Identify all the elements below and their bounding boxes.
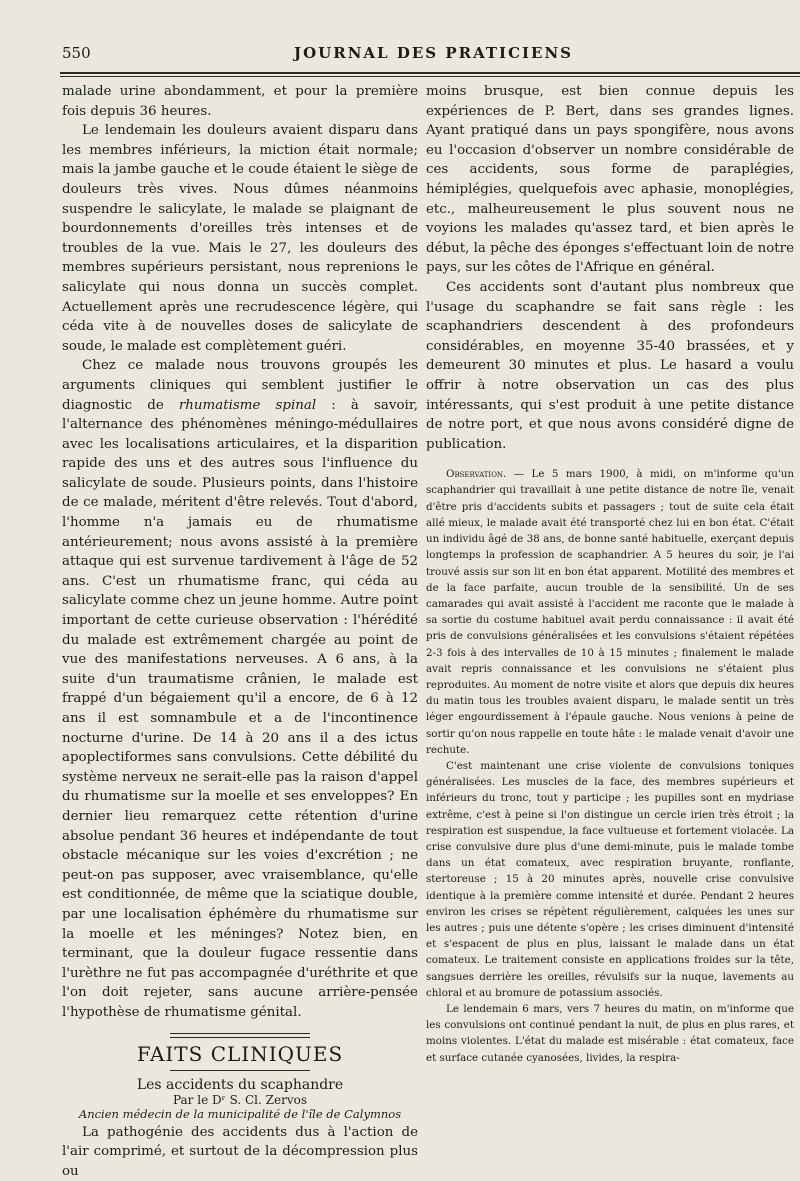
p3-italic-term: rhumatisme spinal [179, 398, 316, 413]
article-title: Les accidents du scaphandre [62, 1077, 418, 1093]
article-author: Par le Dʳ S. Cl. Zervos [62, 1093, 418, 1107]
left-paragraph-1: malade urine abondamment, et pour la première fois depuis 36 heures. [62, 82, 418, 121]
right-paragraph-2: Ces accidents sont d'autant plus nombreux que l'usage du scaphandre se fait sans règle : les scaphandriers descendent à des profondeurs considérables, en moyenne 35-40 brassées, et y demeurent 30 minutes et plus. Le hasard a voulu offrir à notre observation un cas des plus intéressants, qui s'est produit à une petite distance de notre port, et que nous avons considéré digne de publication. [426, 278, 794, 454]
left-paragraph-3 [62, 356, 418, 1022]
right-paragraph-1: moins brusque, est bien connue depuis les expériences de P. Bert, dans ses grandes lignes. Ayant pratiqué dans un pays spongifère, nous avons eu l'occasion d'observer un nombre considérable de ces accidents, sous forme de paraplégies, hémiplégies, quelquefois avec aphasie, monoplégies, etc., malheureusement le plus souvent nous ne voyions les malades qu'assez tard, et bien après le début, la pêche des éponges s'effectuant loin de notre pays, sur les côtes de l'Afrique en général. [426, 82, 794, 278]
header-rule [60, 72, 800, 74]
section-rule-top [170, 1033, 310, 1038]
p3-text-after: : à savoir, l'alternance des phénomènes méningo-médullaires avec les localisations articulaires, et la disparition rapide des uns et des autres sous l'influence du salicylate de soude. Plusieurs points, dans l'histoire de ce malade, méritent d'être relevés. Tout d'abord, l'homme n'a jamais eu de rhumatisme antérieurement; nous avons assisté à la première attaque qui est survenue tardivement à l'âge de 52 ans. C'est un rhumatisme franc, qui céda au salicylate comme chez un jeune homme. Autre point important de cette curieuse observation : l'hérédité du malade est extrêmement chargée au point de vue des manifestations nerveuses. A 6 ans, à la suite d'un traumatisme crânien, le malade est frappé d'un bégaiement qu'il a encore, de 6 à 12 ans il est somnambule et a de l'incontinence nocturne d'urine. De 14 à 20 ans il a des ictus apoplectiformes sans convulsions. Cette débilité du système nerveux ne serait-elle pas la raison d'appel du rhumatisme sur la moelle et ses enveloppes? En dernier lieu remarquez cette rétention d'urine absolue pendant 36 heures et indépendante de tout obstacle mécanique sur les voies d'excrétion ; ne peut-on pas supposer, avec vraisemblance, qu'elle est conditionnée, de même que la sciatique double, par une localisation éphémère du rhumatisme sur la moelle et les méninges? Notez bien, en terminant, que la douleur fugace ressentie dans l'urèthre ne fut pas accompagnée d'uréthrite et que l'on doit rejeter, sans aucune arrière-pensée l'hypothèse de rhumatisme génital. [62, 398, 418, 1020]
section-heading [62, 1033, 418, 1071]
section-rule-bottom [170, 1070, 310, 1071]
section-title: FAITS CLINIQUES [62, 1042, 418, 1066]
observation-label: Observation. [446, 468, 506, 480]
p3-text-before: Chez ce malade nous trouvons groupés les arguments cliniques qui semblent justifier le diagnostic de [62, 358, 418, 412]
page-number: 550 [62, 44, 91, 62]
page-header [62, 42, 788, 68]
observation-block [426, 466, 794, 1066]
left-paragraph-2: Le lendemain les douleurs avaient disparu dans les membres inférieurs, la miction était normale; mais la jambe gauche et le coude étaient le siège de douleurs très vives. Nous dûmes néanmoins suspendre le salicylate, le malade se plaignant de bourdonnements d'oreilles très intenses et de troubles de la vue. Mais le 27, les douleurs des membres supérieurs persistant, nous reprenions le salicylate qui nous donna un succès complet. Actuellement après une recrudescence légère, qui céda vite à de nouvelles doses de salicylate de soude, le malade est complètement guéri. [62, 121, 418, 356]
observation-paragraph-3: Le lendemain 6 mars, vers 7 heures du matin, on m'informe que les convulsions ont continué pendant la nuit, de plus en plus rares, et moins violentes. L'état du malade est misérable : état comateux, face et surface cutanée cyanosées, livides, la respira- [426, 1001, 794, 1066]
left-column [62, 82, 418, 1181]
right-column [426, 82, 794, 1066]
author-affiliation: Ancien médecin de la municipalité de l'île de Calymnos [62, 1107, 418, 1121]
right-body [426, 82, 794, 454]
observation-paragraph-1 [426, 466, 794, 758]
observation-text-1: — Le 5 mars 1900, à midi, on m'informe qu'un scaphandrier qui travaillait à une petite distance de notre île, venait d'être pris d'accidents subits et passagers ; tout de suite cela était allé mieux, le malade avait été transporté chez lui en bon état. C'était un individu âgé de 38 ans, de bonne santé habituelle, exerçant depuis longtemps la profession de scaphandrier. A 5 heures du soir, je l'ai trouvé assis sur son lit en bon état apparent. Motilité des membres et de la face parfaite, aucun trouble de la sensibilité. Un de ses camarades qui avait assisté à l'accident me raconte que le malade à sa sortie du costume habituel avait perdu connaissance : il avait été pris de convulsions généralisées et les convulsions s'étaient répétées 2-3 fois à des intervalles de 10 à 15 minutes ; finalement le malade avait repris connaissance et les convulsions ne s'étaient plus reproduites. Au moment de notre visite et alors que depuis dix heures du matin tous les troubles avaient disparu, le malade sentit un très léger engourdissement à l'épaule gauche. Nous venions à peine de sortir qu'on nous rappelle en toute hâte : le malade venait d'avoir une rechute. [426, 468, 794, 755]
observation-paragraph-2: C'est maintenant une crise violente de convulsions toniques généralisées. Les muscles de la face, des membres supérieurs et inférieurs du tronc, tout y participe ; les pupilles sont en mydriase extrême, c'est à peine si l'on distingue un cercle irien très étroit ; la respiration est suspendue, la face vultueuse et fortement violacée. La crise convulsive dure plus d'une demi-minute, puis le malade tombe dans un état comateux, avec respiration bruyante, ronflante, stertoreuse ; 15 à 20 minutes après, nouvelle crise convulsive identique à la première comme intensité et durée. Pendant 2 heures environ les crises se répètent régulièrement, calquées les unes sur les autres ; puis une détente s'opère ; les crises diminuent d'intensité et s'espacent de plus en plus, laissant le malade dans un état comateux. Le traitement consiste en applications froides sur la tête, sangsues derrière les oreilles, révulsifs sur la nuque, lavements au chloral et au bromure de potassium associés. [426, 758, 794, 1001]
left-paragraph-4: La pathogénie des accidents dus à l'action de l'air comprimé, et surtout de la décompression plus ou [62, 1123, 418, 1181]
journal-title: JOURNAL DES PRATICIENS [294, 44, 573, 62]
header-rule-thin [60, 76, 800, 77]
